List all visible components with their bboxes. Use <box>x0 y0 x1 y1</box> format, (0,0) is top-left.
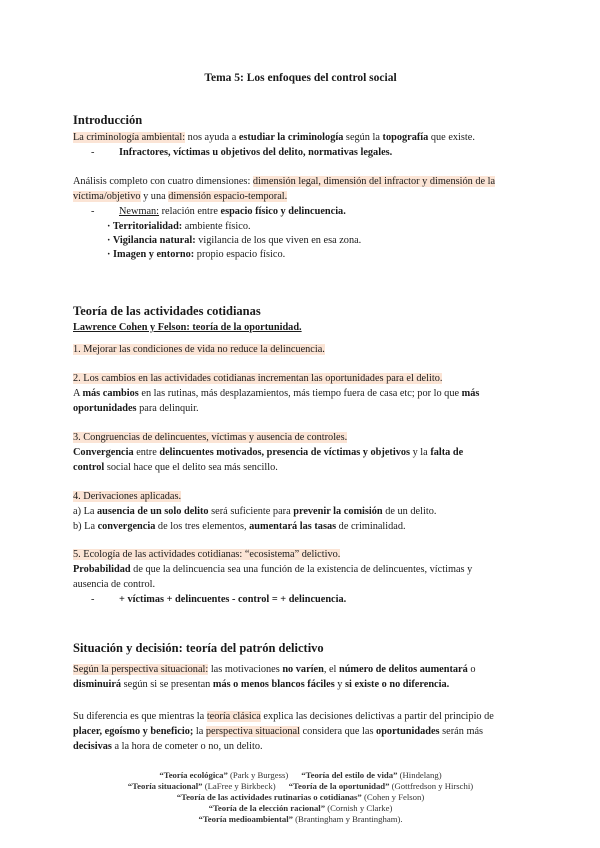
routine-point-4: 4. Derivaciones aplicadas. <box>73 491 182 502</box>
routine-point-4a: a) La ausencia de un solo delito será suficiente para prevenir la comisión de un delito. <box>73 506 437 517</box>
routine-point-5-text-cont: ausencia de control. <box>73 579 156 590</box>
situation-line-3: Su diferencia es que mientras la teoría clásica explica las decisiones delictivas a partir del principio de <box>73 711 494 722</box>
routine-point-2: 2. Los cambios en las actividades cotidianas incrementan las oportunidades para el delito. <box>73 373 443 384</box>
intro-line-4: víctima/objetivo y una dimensión espacio-temporal. <box>73 191 288 202</box>
intro-sub-item: · Territorialidad: ambiente físico. <box>107 221 251 232</box>
intro-line-3: Análisis completo con cuatro dimensiones: dimensión legal, dimensión del infractor y dimensión de la <box>73 176 496 187</box>
reference-line: “Teoría medioambiental” (Brantingham y Brantingham). <box>198 814 403 824</box>
routine-subheading: Lawrence Cohen y Felson: teoría de la oportunidad. <box>73 322 302 333</box>
reference-line: “Teoría de las actividades rutinarias o cotidianas” (Cohen y Felson) <box>176 792 425 802</box>
intro-line-2: - Infractores, víctimas u objetivos del delito, normativas legales. <box>91 147 393 158</box>
situation-line-1: Según la perspectiva situacional: las motivaciones no varíen, el número de delitos aumentará o <box>73 664 476 675</box>
reference-line: “Teoría de la elección racional” (Cornish y Clarke) <box>208 803 393 813</box>
reference-line: “Teoría situacional” (LaFree y Birkbeck) “Teoría de la oportunidad” (Gottfredson y Hirschi) <box>127 781 474 791</box>
routine-point-2-text-cont: oportunidades para delinquir. <box>73 403 199 414</box>
routine-point-2-text: A más cambios en las rutinas, más desplazamientos, más tiempo fuera de casa etc; por lo que más <box>73 388 480 399</box>
intro-line-1: La criminología ambiental: nos ayuda a estudiar la criminología según la topografía que existe. <box>73 132 475 143</box>
intro-heading: Introducción <box>73 113 143 127</box>
intro-sub-item: · Imagen y entorno: propio espacio físico. <box>107 249 286 260</box>
routine-point-3-text-cont: control social hace que el delito sea más sencillo. <box>73 462 278 473</box>
routine-point-3-text: Convergencia entre delincuentes motivados, presencia de víctimas y objetivos y la falta de <box>73 447 464 458</box>
reference-line: “Teoría ecológica” (Park y Burgess) “Teoría del estilo de vida” (Hindelang) <box>159 770 442 780</box>
routine-point-5: 5. Ecología de las actividades cotidianas: “ecosistema” delictivo. <box>73 549 341 560</box>
intro-sub-item: · Vigilancia natural: vigilancia de los que viven en esa zona. <box>107 235 362 246</box>
situation-line-5: decisivas a la hora de cometer o no, un delito. <box>73 741 263 752</box>
page-title: Tema 5: Los enfoques del control social <box>204 72 397 84</box>
routine-point-3: 3. Congruencias de delincuentes, víctimas y ausencia de controles. <box>73 432 348 443</box>
routine-point-4b: b) La convergencia de los tres elementos, aumentará las tasas de criminalidad. <box>73 521 406 532</box>
routine-point-5-text: Probabilidad de que la delincuencia sea una función de la existencia de delincuentes, víctimas y <box>73 564 473 575</box>
references-block <box>73 770 528 825</box>
routine-heading: Teoría de las actividades cotidianas <box>73 304 261 318</box>
situation-heading: Situación y decisión: teoría del patrón delictivo <box>73 641 324 655</box>
intro-line-5: - Newman: relación entre espacio físico y delincuencia. <box>91 206 346 217</box>
routine-point-1: 1. Mejorar las condiciones de vida no reduce la delincuencia. <box>73 344 325 355</box>
routine-formula: - + víctimas + delincuentes - control = + delincuencia. <box>91 594 347 605</box>
situation-line-2: disminuirá según si se presentan más o menos blancos fáciles y si existe o no diferencia. <box>73 679 450 690</box>
situation-line-4: placer, egoísmo y beneficio; la perspectiva situacional considera que las oportunidades serán más <box>73 726 484 737</box>
